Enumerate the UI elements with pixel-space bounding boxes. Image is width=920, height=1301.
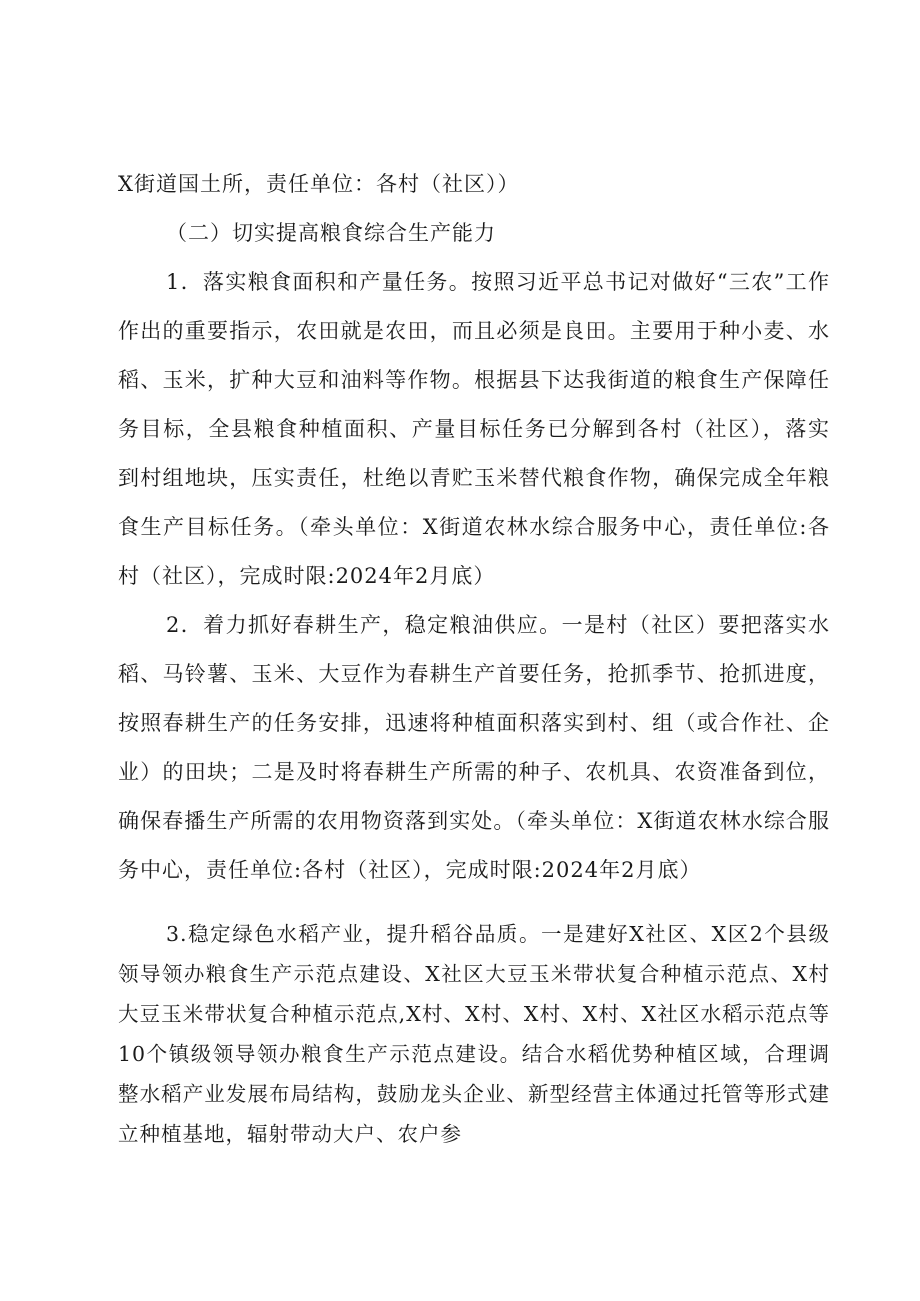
document-body	[118, 160, 830, 1154]
paragraph-continuation: X街道国土所，责任单位：各村（社区））	[118, 172, 520, 196]
paragraph-item-3: 3.稳定绿色水稻产业，提升稻谷品质。一是建好X社区、X区2个县级领导领办粮食生产示范点建设、X社区大豆玉米带状复合种植示范点、X村大豆玉米带状复合种植示范点,X村、X村、X村、X村、X社区水稻示范点等10个镇级领导领办粮食生产示范点建设。结合水稻优势种植区域，合理调整水稻产业发展布局结构，鼓励龙头企业、新型经营主体通过托管等形式建立种植基地，辐射带动大户、农户参	[118, 922, 830, 1146]
paragraph-item-1: 1．落实粮食面积和产量任务。按照习近平总书记对做好“三农”工作作出的重要指示，农田就是农田，而且必须是良田。主要用于种小麦、水稻、玉米，扩种大豆和油料等作物。根据县下达我街道的粮食生产保障任务目标，全县粮食种植面积、产量目标任务已分解到各村（社区），落实到村组地块，压实责任，杜绝以青贮玉米替代粮食作物，确保完成全年粮食生产目标任务。（牵头单位：X街道农林水综合服务中心，责任单位:各村（社区），完成时限:2024年2月底）	[118, 270, 830, 588]
paragraph-item-2: 2．着力抓好春耕生产，稳定粮油供应。一是村（社区）要把落实水稻、马铃薯、玉米、大豆作为春耕生产首要任务，抢抓季节、抢抓进度，按照春耕生产的任务安排，迅速将种植面积落实到村、组（或合作社、企业）的田块；二是及时将春耕生产所需的种子、农机具、农资准备到位，确保春播生产所需的农用物资落到实处。（牵头单位：X街道农林水综合服务中心，责任单位:各村（社区），完成时限:2024年2月底）	[118, 613, 830, 882]
section-heading: （二）切实提高粮食综合生产能力	[166, 221, 496, 245]
